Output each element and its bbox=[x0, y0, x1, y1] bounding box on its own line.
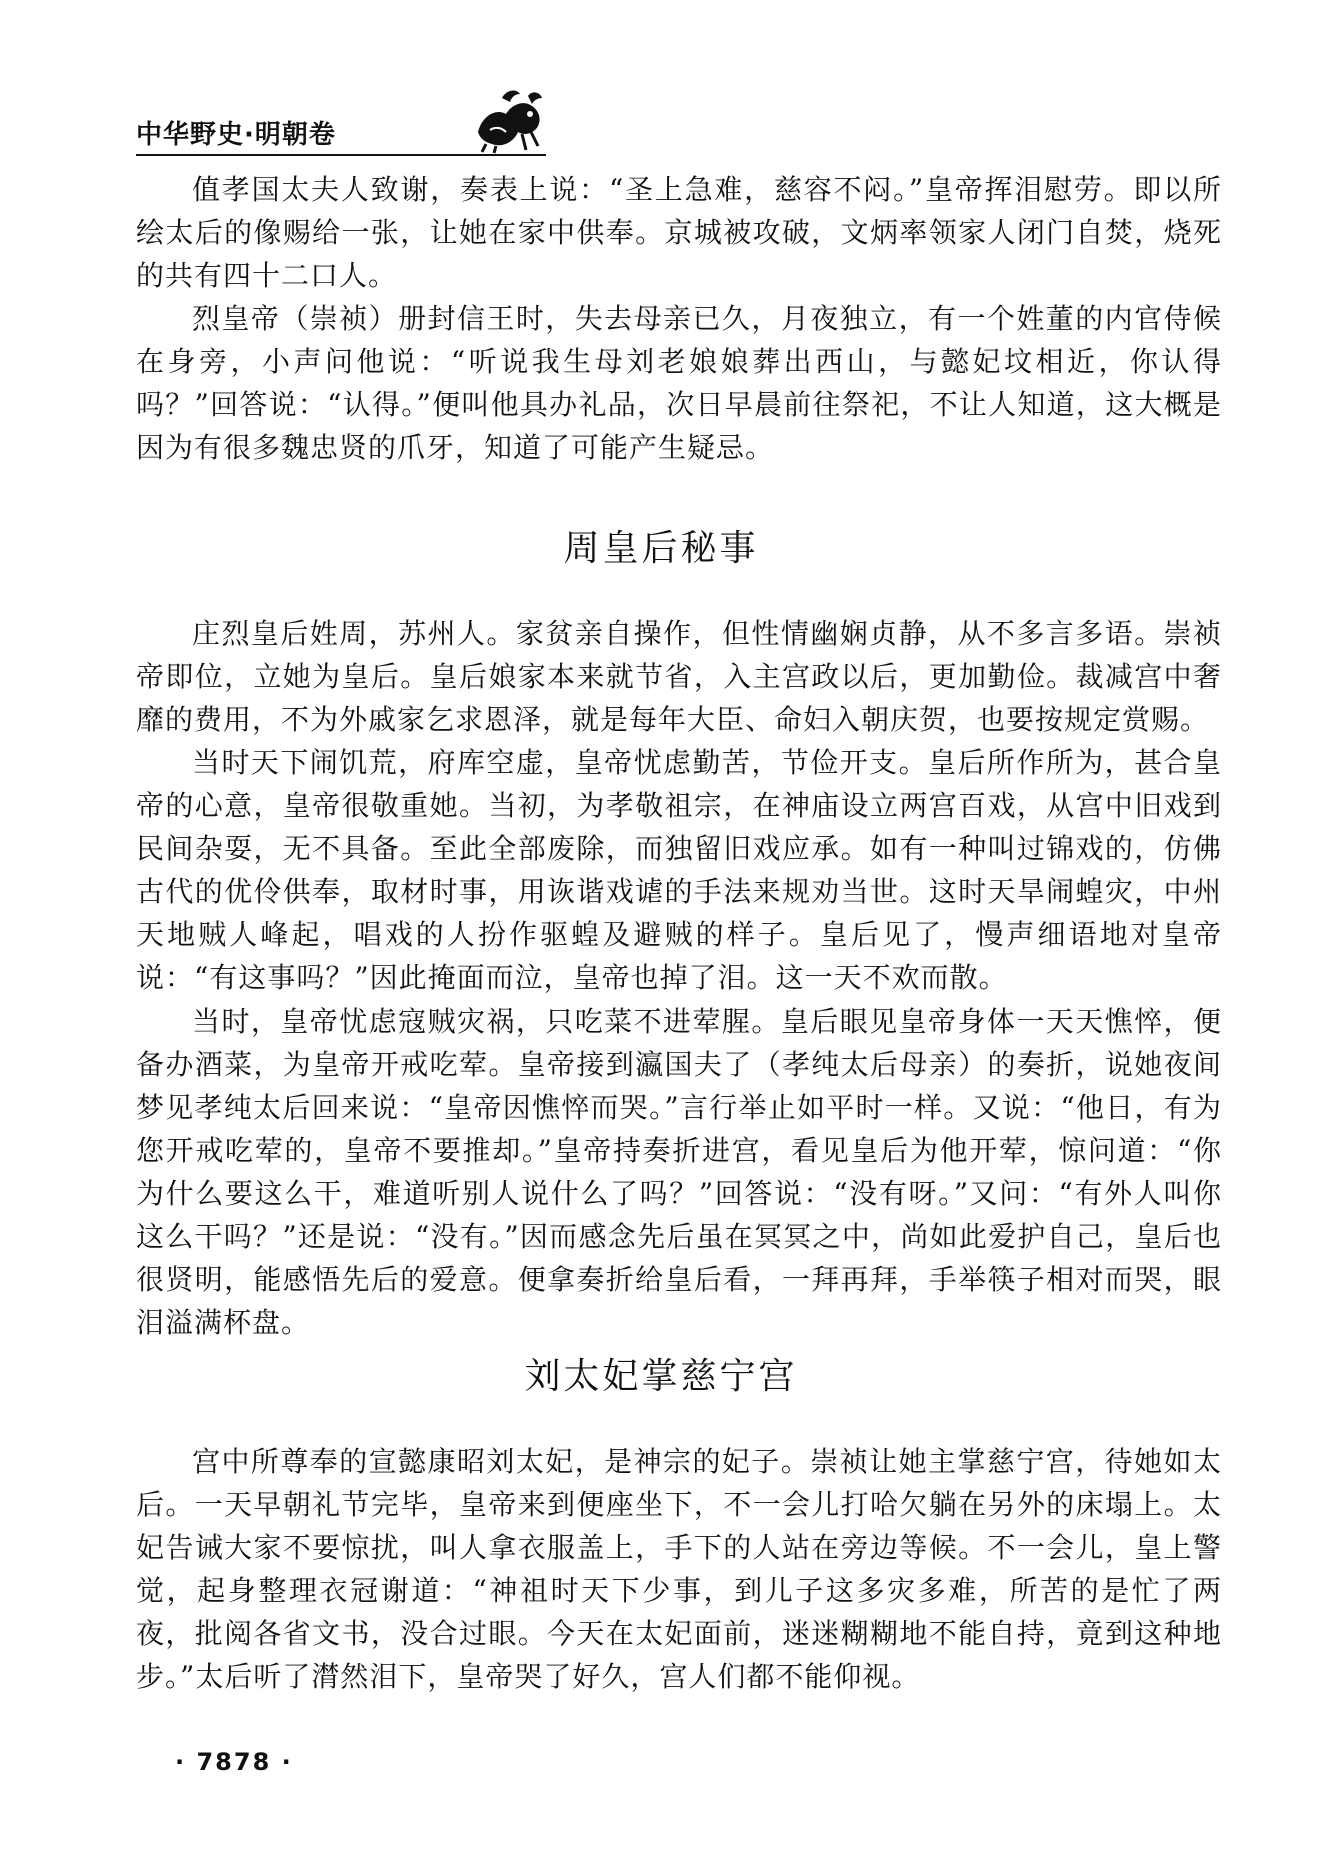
book-title: 中华野史·明朝卷 bbox=[136, 120, 336, 150]
paragraph-intro-1: 值孝国太夫人致谢，奏表上说：“圣上急难，慈容不闷。”皇帝挥泪慰劳。即以所绘太后的像赐给一张，让她在家中供奉。京城被攻破，文炳率领家人闭门自焚，烧死的共有四十二口人。 bbox=[136, 173, 1222, 292]
dragon-logo-icon bbox=[472, 86, 546, 154]
paragraph-s1-3: 当时，皇帝忧虑寇贼灾祸，只吃菜不进荤腥。皇后眼见皇帝身体一天天憔悴，便备办酒菜，为皇帝开戒吃荤。皇帝接到瀛国夫了（孝纯太后母亲）的奏折，说她夜间梦见孝纯太后回来说：“皇帝因憔悴而哭。”言行举止如平时一样。又说：“他日，有为您开戒吃荤的，皇帝不要推却。”皇帝持奏折进宫，看见皇后为他开荤，惊问道：“你为什么要这么干，难道听别人说什么了吗？”回答说：“没有呀。”又问：“有外人叫你这么干吗？”还是说：“没有。”因而感念先后虽在冥冥之中，尚如此爱护自己，皇后也很贤明，能感悟先后的爱意。便拿奏折给皇后看，一拜再拜，手举筷子相对而哭，眼泪溢满杯盘。 bbox=[136, 1005, 1222, 1339]
paragraph-s1-2: 当时天下闹饥荒，府库空虚，皇帝忧虑勤苦，节俭开支。皇后所作所为，甚合皇帝的心意，皇帝很敬重她。当初，为孝敬祖宗，在神庙设立两宫百戏，从宫中旧戏到民间杂耍，无不具备。至此全部废除，而独留旧戏应承。如有一种叫过锦戏的，仿佛古代的优伶供奉，取材时事，用诙谐戏谑的手法来规劝当世。这时天旱闹蝗灾，中州天地贼人峰起，唱戏的人扮作驱蝗及避贼的样子。皇后见了，慢声细语地对皇帝说：“有这事吗？”因此掩面而泣，皇帝也掉了泪。这一天不欢而散。 bbox=[136, 746, 1222, 994]
section-heading-consort-liu: 刘太妃掌慈宁宫 bbox=[524, 1356, 798, 1397]
paragraph-intro-2: 烈皇帝（崇祯）册封信王时，失去母亲已久，月夜独立，有一个姓董的内官侍候在身旁，小声问他说：“听说我生母刘老娘娘葬出西山，与懿妃坟相近，你认得吗？”回答说：“认得。”便叫他具办礼品，次日早晨前往祭祀，不让人知道，这大概是因为有很多魏忠贤的爪牙，知道了可能产生疑忌。 bbox=[136, 302, 1222, 464]
paragraph-s2-1: 宫中所尊奉的宣懿康昭刘太妃，是神宗的妃子。崇祯让她主掌慈宁宫，待她如太后。一天早朝礼节完毕，皇帝来到便座坐下，不一会儿打哈欠躺在另外的床塌上。太妃告诫大家不要惊扰，叫人拿衣服盖上，手下的人站在旁边等候。不一会儿，皇上警觉，起身整理衣冠谢道：“神祖时天下少事，到儿子这多灾多难，所苦的是忙了两夜，批阅各省文书，没合过眼。今天在太妃面前，迷迷糊糊地不能自持，竟到这种地步。”太后听了潸然泪下，皇帝哭了好久，宫人们都不能仰视。 bbox=[136, 1445, 1222, 1693]
page-number: · 7878 · bbox=[175, 1748, 293, 1776]
header-rule bbox=[136, 154, 546, 156]
paragraph-s1-1: 庄烈皇后姓周，苏州人。家贫亲自操作，但性情幽娴贞静，从不多言多语。崇祯帝即位，立她为皇后。皇后娘家本来就节省，入主宫政以后，更加勤俭。裁减宫中奢靡的费用，不为外戚家乞求恩泽，就是每年大臣、命妇入朝庆贺，也要按规定赏赐。 bbox=[136, 617, 1222, 736]
section-heading-empress-zhou: 周皇后秘事 bbox=[563, 528, 759, 569]
running-header bbox=[136, 86, 546, 156]
